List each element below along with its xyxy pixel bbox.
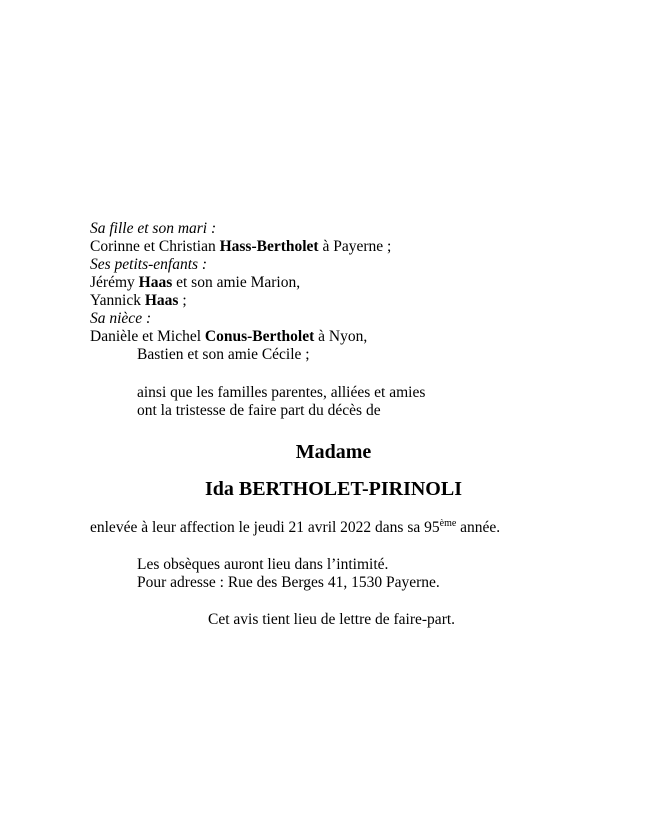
- grandchild2-before: Yannick: [90, 292, 145, 309]
- closing-note: Cet avis tient lieu de lettre de faire-part.: [208, 611, 456, 628]
- niece-surname: Conus-Bertholet: [204, 328, 315, 345]
- death-line-after: année.: [456, 519, 501, 536]
- grandchild-line-1: [90, 274, 300, 292]
- grandchildren-label: Ses petits-enfants :: [90, 256, 208, 273]
- grandchild1-after: et son amie Marion,: [172, 274, 301, 291]
- niece-line-before: Danièle et Michel: [90, 328, 205, 345]
- daughter-line: [90, 238, 391, 256]
- daughter-line-after: à Payerne ;: [318, 238, 392, 255]
- deceased-title: Madame: [295, 441, 372, 463]
- funeral-details: Les obsèques auront lieu dans l’intimité.: [137, 556, 389, 573]
- death-line: [90, 519, 500, 537]
- grandchild2-after: ;: [178, 292, 187, 309]
- deceased-name: Ida BERTHOLET-PIRINOLI: [205, 478, 462, 500]
- daughter-line-before: Corinne et Christian: [90, 238, 220, 255]
- announcement-line-1: ainsi que les familles parentes, alliées et amies: [137, 384, 426, 401]
- daughter-label: Sa fille et son mari :: [90, 220, 217, 237]
- daughter-surname: Hass-Bertholet: [219, 238, 319, 255]
- address-line: Pour adresse : Rue des Berges 41, 1530 Payerne.: [137, 574, 440, 591]
- announcement-line-2: ont la tristesse de faire part du décès de: [137, 402, 381, 419]
- niece-line: [90, 328, 367, 346]
- niece-label: Sa nièce :: [90, 310, 152, 327]
- niece-line-after: à Nyon,: [314, 328, 368, 345]
- grandchild2-surname: Haas: [144, 292, 179, 309]
- death-line-before: enlevée à leur affection le jeudi 21 avril 2022 dans sa 95: [90, 519, 440, 536]
- niece-child-line: Bastien et son amie Cécile ;: [137, 346, 310, 363]
- grandchild1-surname: Haas: [138, 274, 173, 291]
- death-line-superscript: ème: [439, 518, 457, 529]
- grandchild1-before: Jérémy: [90, 274, 139, 291]
- grandchild-line-2: [90, 292, 187, 310]
